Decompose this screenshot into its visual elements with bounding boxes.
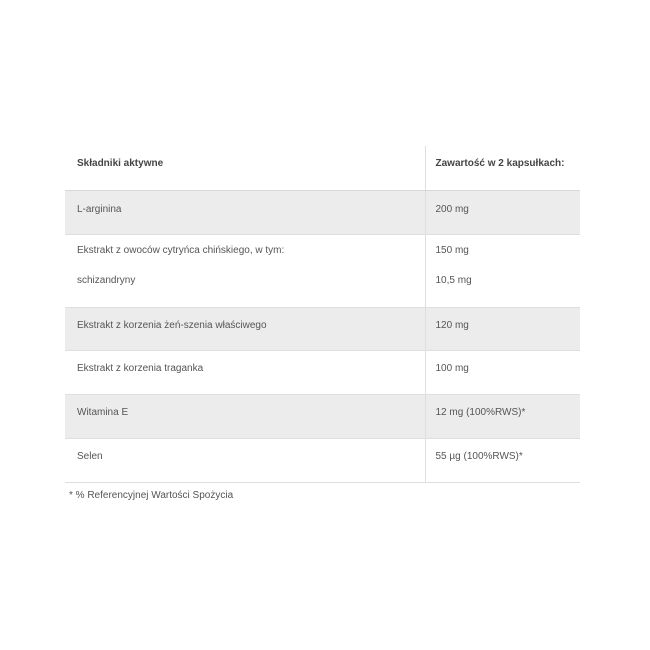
amount-cell: 100 mg bbox=[425, 351, 580, 395]
ingredient-cell: Ekstrakt z korzenia traganka bbox=[65, 351, 425, 395]
ingredient-cell: Ekstrakt z korzenia żeń-szenia właściwego bbox=[65, 308, 425, 351]
table-row bbox=[65, 439, 580, 483]
ingredient-cell: L-arginina bbox=[65, 191, 425, 235]
ingredients-table-container bbox=[65, 146, 580, 483]
header-content-per-2-capsules: Zawartość w 2 kapsułkach: bbox=[425, 146, 580, 191]
amount-cell: 200 mg bbox=[425, 191, 580, 235]
amount-cell bbox=[425, 235, 580, 308]
ingredients-table bbox=[65, 146, 580, 483]
amount-sub: 10,5 mg bbox=[435, 275, 472, 286]
ingredient-cell bbox=[65, 235, 425, 308]
ingredient-sub: schizandryny bbox=[77, 275, 136, 286]
ingredient-main: Ekstrakt z owoców cytryńca chińskiego, w tym: bbox=[77, 245, 285, 256]
table-header-row bbox=[65, 146, 580, 191]
amount-cell: 12 mg (100%RWS)* bbox=[425, 395, 580, 439]
amount-cell: 120 mg bbox=[425, 308, 580, 351]
table-row bbox=[65, 235, 580, 308]
table-row bbox=[65, 395, 580, 439]
ingredient-cell: Witamina E bbox=[65, 395, 425, 439]
footnote: * % Referencyjnej Wartości Spożycia bbox=[69, 490, 234, 501]
table-row bbox=[65, 308, 580, 351]
table-row bbox=[65, 191, 580, 235]
amount-cell: 55 µg (100%RWS)* bbox=[425, 439, 580, 483]
table-row bbox=[65, 351, 580, 395]
ingredient-cell: Selen bbox=[65, 439, 425, 483]
header-active-ingredients: Składniki aktywne bbox=[65, 146, 425, 191]
amount-main: 150 mg bbox=[435, 245, 469, 256]
